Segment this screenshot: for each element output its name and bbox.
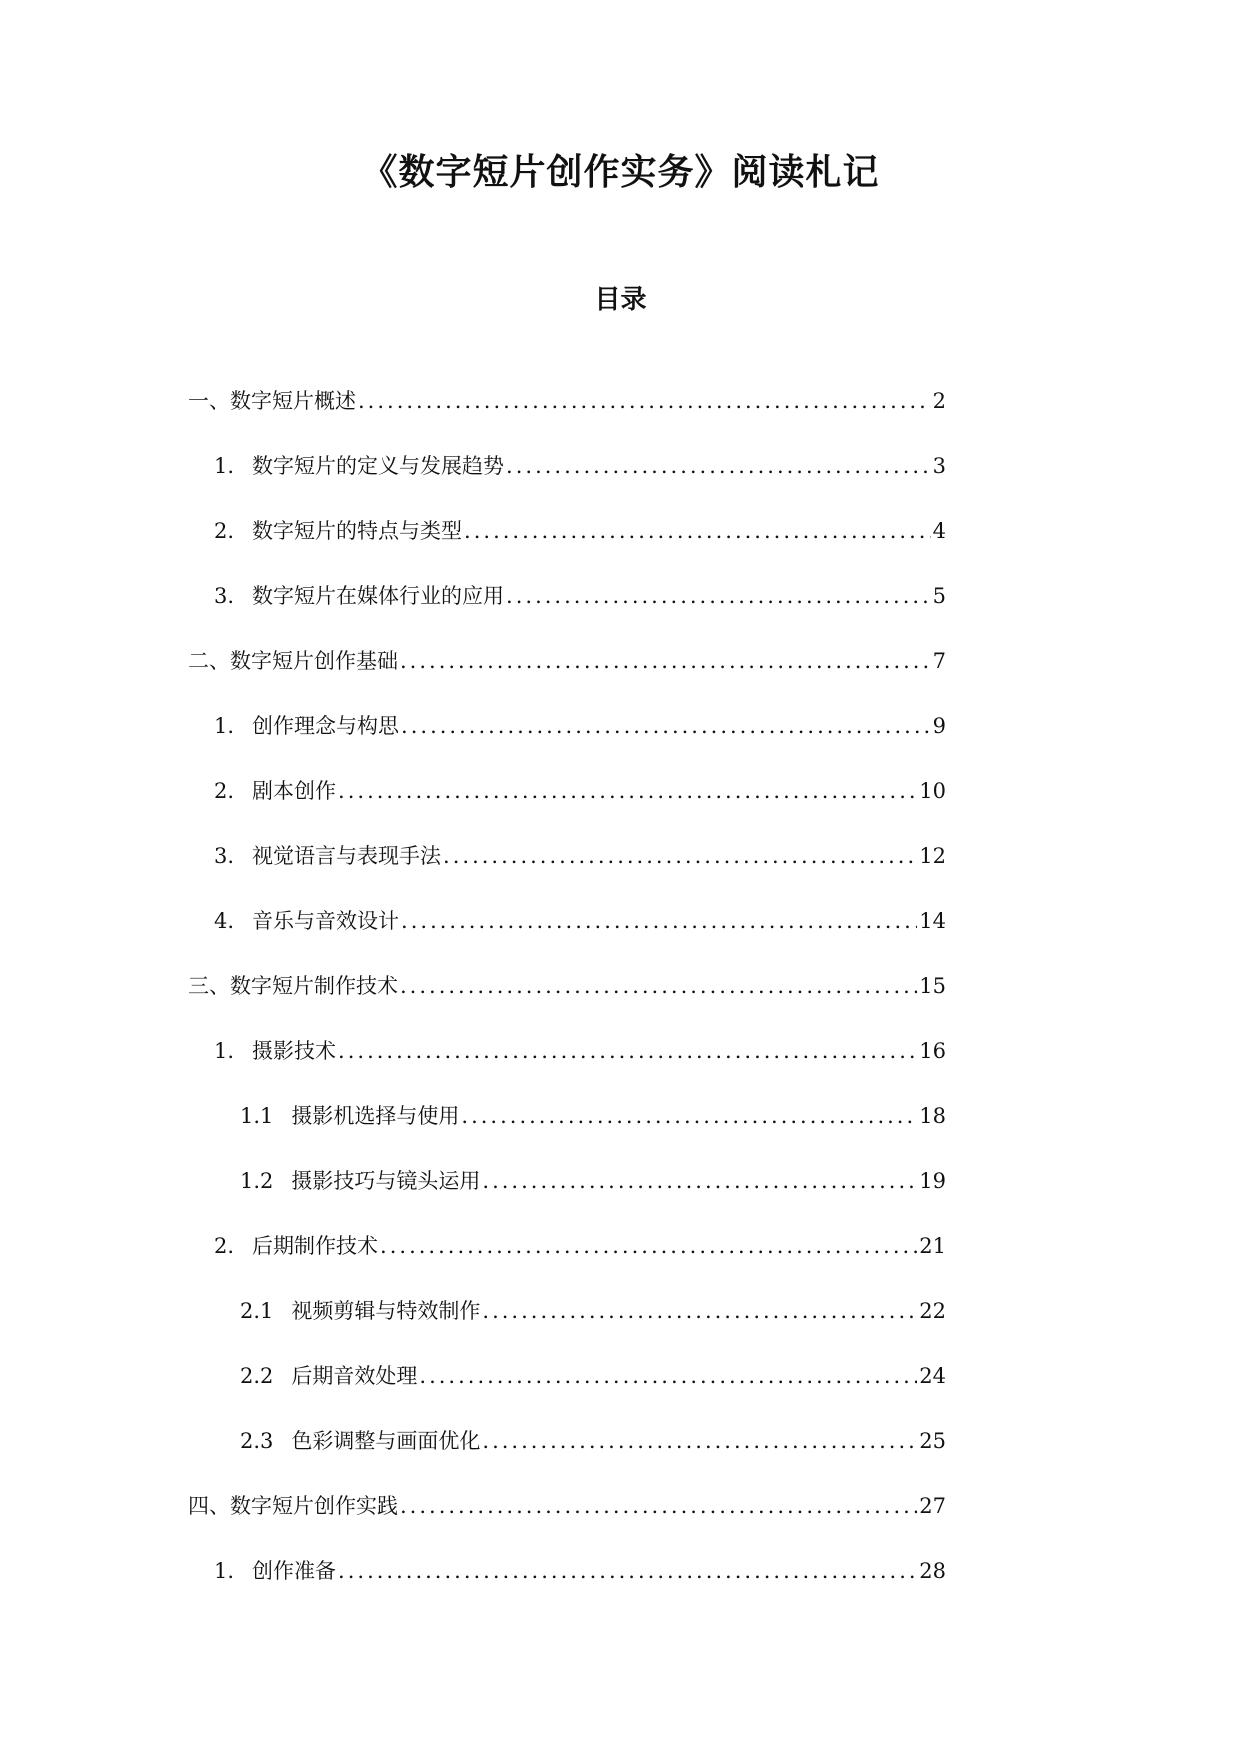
toc-entry-page: 24: [919, 1364, 946, 1388]
toc-entry-number: 2.1: [240, 1299, 274, 1323]
toc-entry-number: 2.: [214, 1234, 235, 1258]
toc-entry-page: 10: [919, 779, 946, 803]
toc-leader-dots: [380, 1231, 917, 1261]
toc-leader-dots: [400, 1491, 917, 1521]
toc-entry-number: 1.: [214, 714, 235, 738]
toc-entry-label: 摄影机选择与使用: [291, 1104, 460, 1128]
toc-entry-number: 1.: [214, 454, 235, 478]
toc-leader-dots: [482, 1296, 917, 1326]
toc-entry[interactable]: [188, 1036, 946, 1101]
toc-entry-number: 2.: [214, 519, 235, 543]
toc-entry-number: 2.3: [240, 1429, 274, 1453]
toc-entry[interactable]: [188, 776, 946, 841]
toc-entry-label: 视频剪辑与特效制作: [291, 1299, 481, 1323]
toc-leader-dots: [401, 711, 931, 741]
toc-entry[interactable]: [188, 711, 946, 776]
toc-leader-dots: [338, 1036, 917, 1066]
toc-heading: 目录: [594, 285, 647, 315]
toc-leader-dots: [482, 1426, 917, 1456]
toc-subentry[interactable]: [188, 1361, 946, 1426]
toc-leader-dots: [482, 1166, 917, 1196]
toc-entry-number: 2.: [214, 779, 235, 803]
toc-entry-label: 音乐与音效设计: [252, 909, 400, 933]
toc-entry-page: 16: [919, 1039, 946, 1063]
toc-entry-number: 3.: [214, 584, 235, 608]
toc-entry-page: 18: [919, 1104, 946, 1128]
toc-entry-label: 视觉语言与表现手法: [252, 844, 442, 868]
toc-entry-number: 1.: [214, 1039, 235, 1063]
toc-entry[interactable]: [188, 1231, 946, 1296]
toc-entry-page: 5: [932, 584, 946, 608]
toc-entry-number: 1.1: [240, 1104, 274, 1128]
toc-entry-number: 2.2: [240, 1364, 274, 1388]
toc-entry-page: 2: [932, 389, 946, 413]
toc-entry-page: 7: [932, 649, 946, 673]
toc-entry-page: 28: [919, 1559, 946, 1583]
toc-leader-dots: [400, 646, 931, 676]
toc-leader-dots: [400, 971, 917, 1001]
toc-entry-number: 1.2: [240, 1169, 274, 1193]
toc-subentry[interactable]: [188, 1296, 946, 1361]
toc-entry-page: 12: [919, 844, 946, 868]
toc-entry-page: 27: [919, 1494, 946, 1518]
toc-entry-page: 15: [919, 974, 946, 998]
toc-entry-label: 数字短片的定义与发展趋势: [252, 454, 505, 478]
table-of-contents: [188, 386, 946, 1621]
toc-entry-label: 三、数字短片制作技术: [188, 974, 398, 998]
toc-entry-page: 14: [919, 909, 946, 933]
toc-entry-number: 4.: [214, 909, 235, 933]
toc-leader-dots: [461, 1101, 917, 1131]
document-title: 《数字短片创作实务》阅读札记: [361, 152, 880, 193]
toc-entry-section-1[interactable]: [188, 386, 946, 451]
toc-leader-dots: [358, 386, 931, 416]
toc-entry[interactable]: [188, 581, 946, 646]
toc-entry-section-4[interactable]: [188, 1491, 946, 1556]
toc-leader-dots: [419, 1361, 917, 1391]
toc-entry[interactable]: [188, 1556, 946, 1621]
toc-leader-dots: [338, 1556, 917, 1586]
toc-entry-label: 色彩调整与画面优化: [291, 1429, 481, 1453]
toc-entry-label: 摄影技巧与镜头运用: [291, 1169, 481, 1193]
toc-subentry[interactable]: [188, 1101, 946, 1166]
toc-subentry[interactable]: [188, 1426, 946, 1491]
toc-entry-section-2[interactable]: [188, 646, 946, 711]
toc-entry-label: 后期音效处理: [291, 1364, 418, 1388]
toc-entry-page: 4: [932, 519, 946, 543]
toc-entry-page: 21: [919, 1234, 946, 1258]
toc-entry-page: 25: [919, 1429, 946, 1453]
toc-entry[interactable]: [188, 841, 946, 906]
toc-entry-label: 创作理念与构思: [252, 714, 400, 738]
toc-leader-dots: [338, 776, 917, 806]
toc-leader-dots: [401, 906, 917, 936]
toc-entry-label: 四、数字短片创作实践: [188, 1494, 398, 1518]
toc-entry-label: 创作准备: [252, 1559, 337, 1583]
toc-entry-page: 3: [932, 454, 946, 478]
toc-leader-dots: [506, 451, 931, 481]
toc-entry-label: 一、数字短片概述: [188, 389, 356, 413]
toc-entry[interactable]: [188, 516, 946, 581]
toc-leader-dots: [443, 841, 917, 871]
toc-entry-label: 摄影技术: [252, 1039, 337, 1063]
toc-subentry[interactable]: [188, 1166, 946, 1231]
toc-entry-label: 二、数字短片创作基础: [188, 649, 398, 673]
toc-entry[interactable]: [188, 906, 946, 971]
toc-entry[interactable]: [188, 451, 946, 516]
toc-leader-dots: [506, 581, 931, 611]
toc-entry-page: 22: [919, 1299, 946, 1323]
toc-entry-page: 19: [919, 1169, 946, 1193]
toc-entry-number: 1.: [214, 1559, 235, 1583]
toc-entry-section-3[interactable]: [188, 971, 946, 1036]
toc-entry-label: 后期制作技术: [252, 1234, 379, 1258]
toc-entry-number: 3.: [214, 844, 235, 868]
toc-leader-dots: [464, 516, 931, 546]
toc-entry-page: 9: [932, 714, 946, 738]
toc-entry-label: 剧本创作: [252, 779, 337, 803]
toc-entry-label: 数字短片在媒体行业的应用: [252, 584, 505, 608]
toc-entry-label: 数字短片的特点与类型: [252, 519, 463, 543]
